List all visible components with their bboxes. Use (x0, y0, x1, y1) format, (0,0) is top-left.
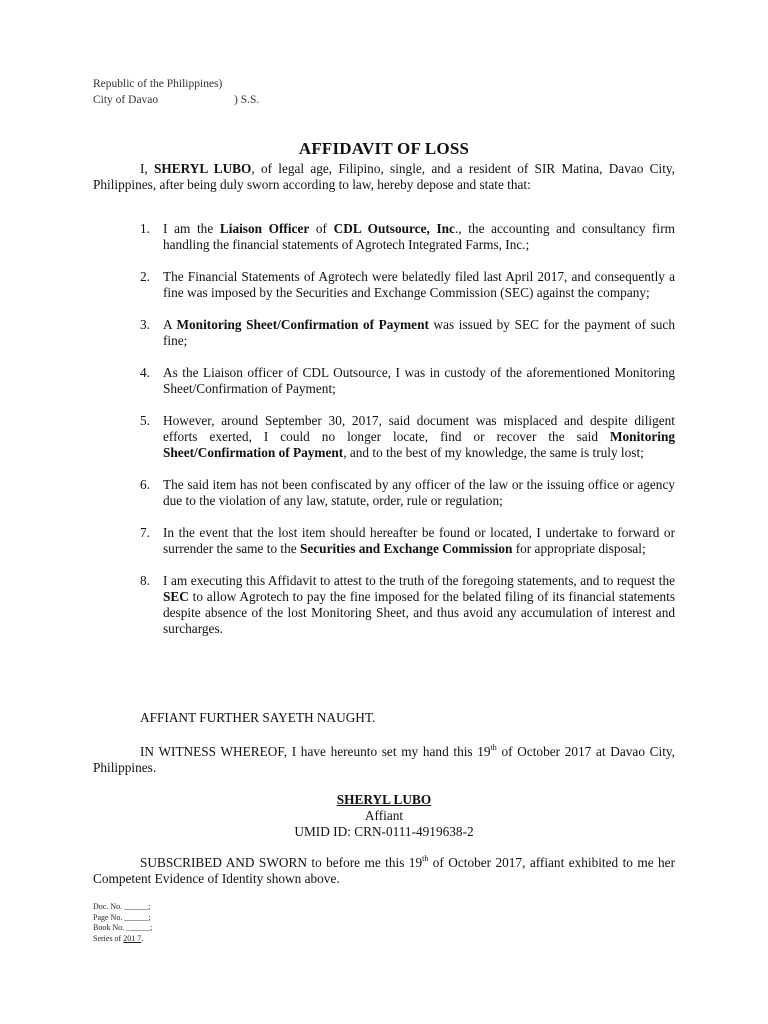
venue-ss: ) S.S. (234, 94, 260, 106)
venue-line-republic: Republic of the Philippines) (93, 78, 223, 90)
list-item (93, 317, 675, 349)
intro-post: , of legal age, Filipino, single, and a resident of SIR Matina, Davao City, Philippines, after being duly sworn according to law, hereby depose and state that: (93, 161, 676, 192)
item-text: As the Liaison officer of CDL Outsource, I was in custody of the aforementioned Monitoring Sheet/Confirmation of Payment; (163, 365, 675, 396)
item-text: ., the accounting and consultancy firm handling the financial statements of Agrotech Integrated Farms, Inc.; (163, 221, 676, 252)
venue-city: City of Davao (93, 94, 159, 106)
list-item (93, 525, 675, 557)
signature-role: Affiant (364, 808, 404, 823)
item-bold: Monitoring Sheet/Confirmation of Payment (163, 429, 675, 460)
item-text: In the event that the lost item should hereafter be found or located, I undertake to forward or surrender the same to the (163, 525, 675, 556)
document-title: AFFIDAVIT OF LOSS (298, 139, 470, 158)
list-item (93, 269, 675, 301)
notary-series (93, 934, 152, 945)
item-text: A (163, 317, 177, 332)
jurat-paragraph (93, 855, 675, 887)
item-text: The Financial Statements of Agrotech were belatedly filed last April 2017, and consequently a fine was imposed by the Securities and Exchange Commission (SEC) against the company; (163, 269, 675, 300)
witness-superscript: th (490, 742, 497, 752)
notary-doc-no: Doc. No. ______; (93, 902, 151, 911)
intro-paragraph (93, 161, 675, 193)
signature-name: SHERYL LUBO (336, 792, 432, 807)
witness-pre: IN WITNESS WHEREOF, I have hereunto set my hand this 19 (140, 744, 491, 759)
item-text: The said item has not been confiscated by any officer of the law or the issuing office or agency due to the violation of any law, statute, order, rule or regulation; (163, 477, 675, 508)
item-text: However, around September 30, 2017, said document was misplaced and despite diligent efforts exerted, I could no longer locate, find or recover the said (163, 413, 675, 444)
item-bold: Monitoring Sheet/Confirmation of Payment (176, 317, 429, 332)
intro-pre: I, (140, 161, 154, 176)
list-item (93, 573, 675, 637)
notary-details (93, 902, 152, 944)
further-sayeth: AFFIANT FURTHER SAYETH NAUGHT. (140, 710, 376, 725)
statement-list (93, 221, 675, 653)
series-label: Series of (93, 933, 124, 943)
item-text: of (309, 221, 334, 236)
signature-id: UMID ID: CRN-0111-4919638-2 (294, 824, 474, 839)
item-number: 4. (140, 365, 150, 380)
witness-post: of October 2017 at Davao City, Philippines. (93, 744, 675, 775)
item-number: 6. (140, 477, 150, 492)
item-text: for appropriate disposal; (512, 541, 646, 556)
witness-paragraph (93, 744, 675, 776)
item-number: 3. (140, 317, 150, 332)
list-item (93, 365, 675, 397)
list-item (93, 221, 675, 253)
item-number: 8. (140, 573, 150, 588)
item-bold: CDL Outsource, Inc (333, 221, 455, 236)
jurat-superscript: th (422, 853, 429, 863)
item-text: I am the (163, 221, 220, 236)
series-year: 201 7 (123, 933, 142, 943)
item-bold: Liaison Officer (219, 221, 310, 236)
list-item (93, 413, 675, 461)
list-item (93, 477, 675, 509)
item-text: was issued by SEC for the payment of such fine; (163, 317, 675, 348)
item-text: , and to the best of my knowledge, the same is truly lost; (343, 445, 644, 460)
jurat-pre: SUBSCRIBED AND SWORN to before me this 19 (140, 855, 423, 870)
notary-page-no: Page No. ______; (93, 912, 151, 922)
jurat-post: of October 2017, affiant exhibited to me her Competent Evidence of Identity shown above. (93, 855, 675, 886)
notary-book-no: Book No. ______; (93, 923, 153, 932)
affiant-name-intro: SHERYL LUBO (154, 161, 252, 176)
series-period: . (141, 933, 144, 943)
item-number: 2. (140, 269, 150, 284)
item-number: 1. (140, 221, 150, 236)
signature-block (0, 792, 768, 840)
item-number: 5. (140, 413, 150, 428)
item-bold: Securities and Exchange Commission (299, 541, 513, 556)
item-number: 7. (140, 525, 150, 540)
item-text: to allow Agrotech to pay the fine imposed for the belated filing of its financial statements despite absence of the lost Monitoring Sheet, and thus avoid any accumulation of interest and surcharges. (163, 589, 675, 636)
item-bold: SEC (163, 589, 189, 604)
item-text: I am executing this Affidavit to attest to the truth of the foregoing statements, and to request the (163, 573, 675, 588)
venue-line-city (93, 94, 260, 106)
